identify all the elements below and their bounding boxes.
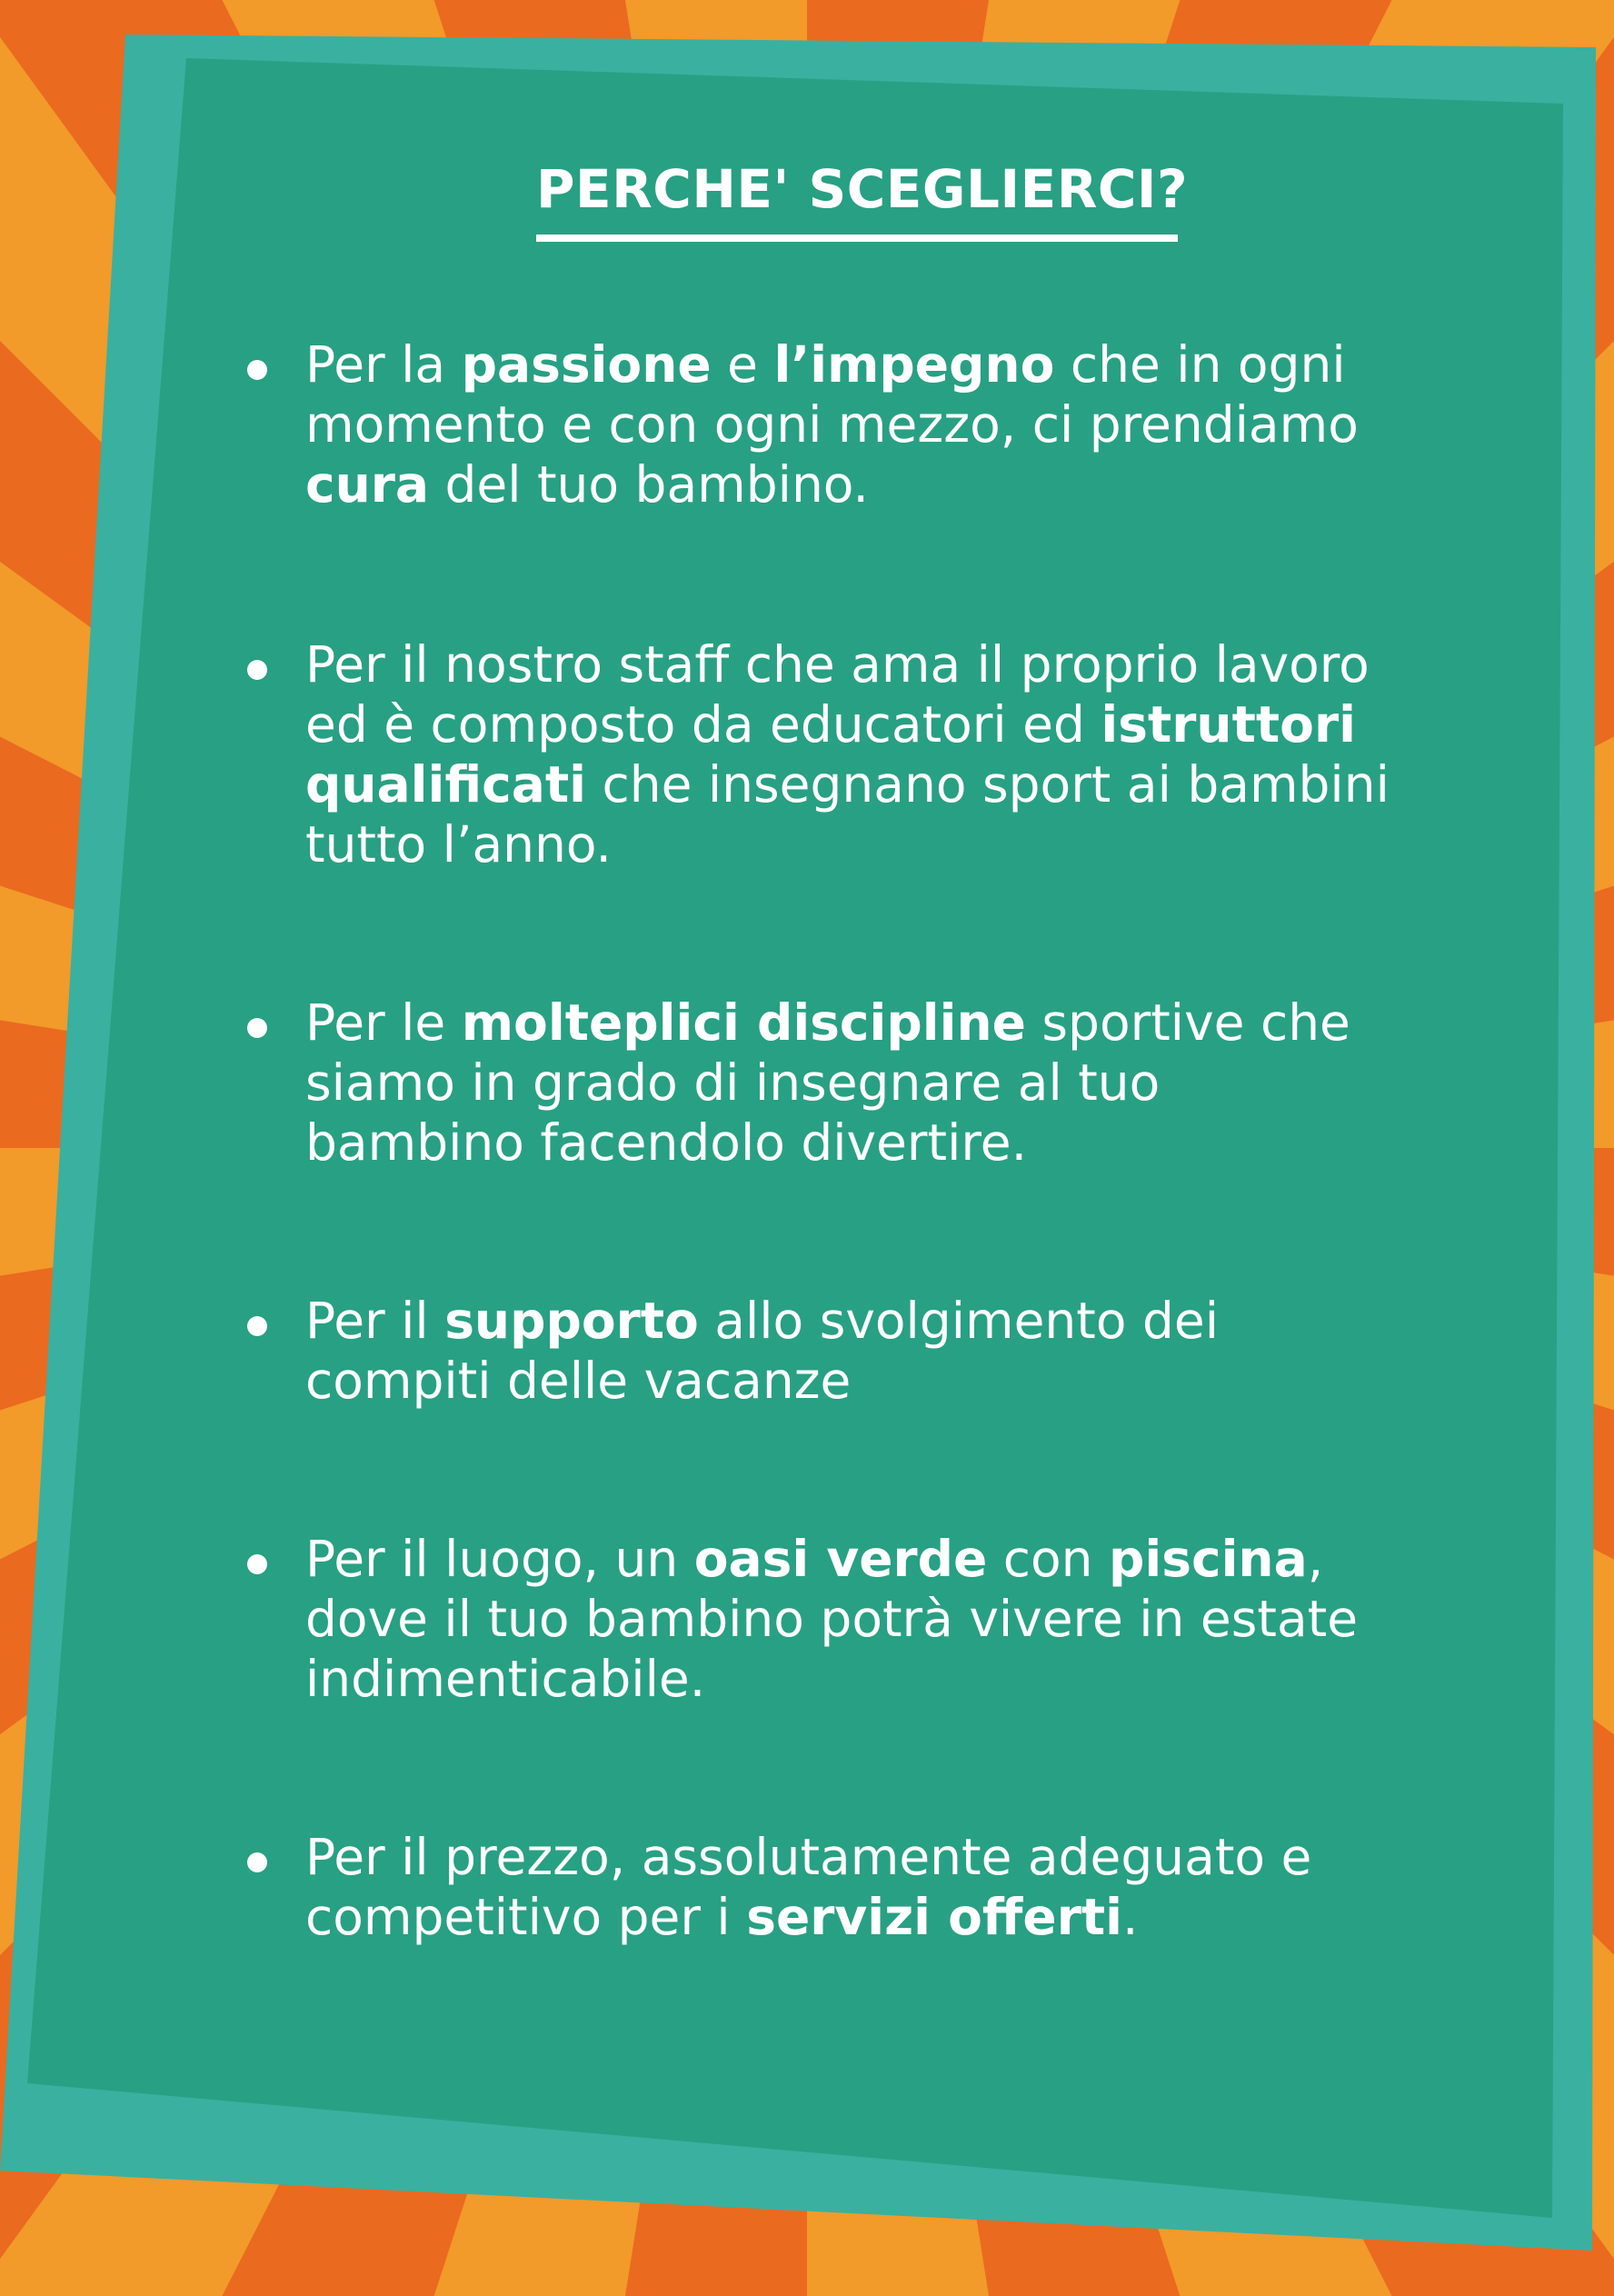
reason-line bbox=[305, 1649, 1532, 1709]
body-text: e bbox=[711, 335, 774, 394]
body-text: tutto l’anno. bbox=[305, 815, 613, 873]
body-text: Per la bbox=[305, 335, 462, 394]
reason-text bbox=[305, 1827, 1532, 1947]
body-text: Per le bbox=[305, 993, 462, 1052]
bullet-dot bbox=[247, 360, 267, 380]
bullet-dot bbox=[247, 1554, 267, 1574]
body-text: Per il nostro staff che ama il proprio lavoro bbox=[305, 635, 1370, 694]
reason-line bbox=[305, 394, 1532, 454]
body-text: siamo in grado di insegnare al tuo bbox=[305, 1053, 1161, 1112]
reason-line bbox=[305, 1827, 1532, 1887]
reason-line bbox=[305, 814, 1532, 874]
body-text: allo svolgimento dei bbox=[698, 1292, 1220, 1350]
bullet-dot bbox=[247, 1316, 267, 1336]
reason-line bbox=[305, 454, 1532, 514]
reason-line bbox=[305, 334, 1532, 394]
reason-line bbox=[305, 1589, 1532, 1649]
body-text: competitivo per i bbox=[305, 1888, 747, 1946]
highlight-text: piscina bbox=[1109, 1530, 1308, 1588]
body-text: , bbox=[1307, 1530, 1324, 1588]
bullet-dot bbox=[247, 660, 267, 680]
reason-line bbox=[305, 694, 1532, 754]
body-text: del tuo bambino. bbox=[429, 455, 869, 514]
body-text: bambino facendolo divertire. bbox=[305, 1113, 1028, 1172]
highlight-text: istruttori bbox=[1101, 695, 1356, 754]
reason-line bbox=[305, 754, 1532, 814]
reason-text bbox=[305, 634, 1532, 874]
reason-text bbox=[305, 1291, 1532, 1411]
reason-line bbox=[305, 1887, 1532, 1947]
title-underline bbox=[536, 235, 1178, 242]
body-text: dove il tuo bambino potrà vivere in estate bbox=[305, 1590, 1359, 1648]
body-text: che insegnano sport ai bambini bbox=[585, 755, 1390, 814]
reason-text bbox=[305, 993, 1532, 1173]
highlight-text: l’impegno bbox=[773, 335, 1055, 394]
page-title: PERCHE' SCEGLIERCI? bbox=[536, 158, 1189, 220]
reason-text bbox=[305, 1529, 1532, 1709]
highlight-text: oasi verde bbox=[693, 1530, 988, 1588]
body-text: indimenticabile. bbox=[305, 1650, 706, 1708]
highlight-text: supporto bbox=[444, 1292, 699, 1350]
highlight-text: passione bbox=[461, 335, 712, 394]
body-text: sportive che bbox=[1025, 993, 1350, 1052]
body-text: compiti delle vacanze bbox=[305, 1352, 852, 1410]
title-block bbox=[536, 153, 1189, 242]
body-text: . bbox=[1122, 1888, 1139, 1946]
reason-line bbox=[305, 634, 1532, 694]
reason-line bbox=[305, 1291, 1532, 1351]
body-text: momento e con ogni mezzo, ci prendiamo bbox=[305, 395, 1359, 454]
bullet-dot bbox=[247, 1018, 267, 1038]
reason-line bbox=[305, 1113, 1532, 1173]
body-text: con bbox=[987, 1530, 1110, 1588]
reason-line bbox=[305, 1053, 1532, 1113]
highlight-text: qualificati bbox=[305, 755, 586, 814]
reason-line bbox=[305, 993, 1532, 1053]
highlight-text: molteplici discipline bbox=[461, 993, 1026, 1052]
body-text: Per il prezzo, assolutamente adeguato e bbox=[305, 1828, 1312, 1886]
reason-line bbox=[305, 1529, 1532, 1589]
highlight-text: cura bbox=[305, 455, 429, 514]
body-text: che in ogni bbox=[1054, 335, 1346, 394]
body-text: Per il luogo, un bbox=[305, 1530, 694, 1588]
reason-line bbox=[305, 1351, 1532, 1411]
body-text: Per il bbox=[305, 1292, 445, 1350]
body-text: ed è composto da educatori ed bbox=[305, 695, 1101, 754]
reason-text bbox=[305, 334, 1532, 514]
bullet-dot bbox=[247, 1852, 267, 1872]
highlight-text: servizi offerti bbox=[746, 1888, 1122, 1946]
